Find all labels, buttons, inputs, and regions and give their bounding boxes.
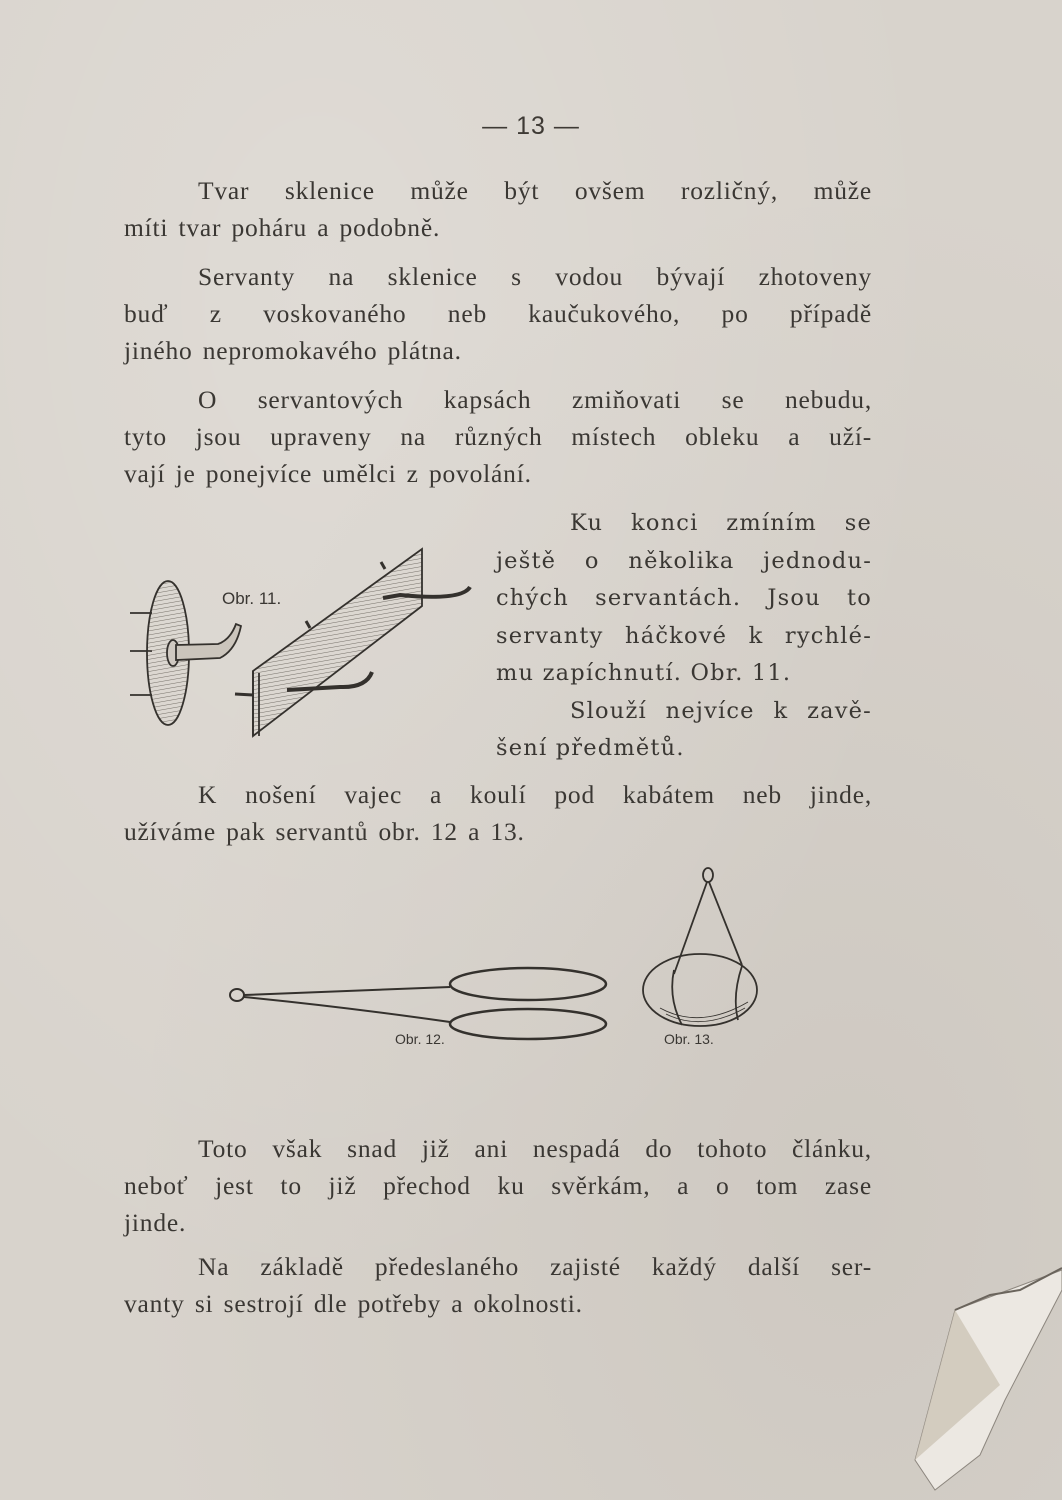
text-line: užíváme pak servantů obr. 12 a 13.	[124, 817, 525, 846]
text-line: Ku konci zmíním se	[570, 510, 872, 536]
text-line: vanty si sestrojí dle potřeby a okolnosti.	[124, 1289, 583, 1318]
paragraph-servante-pockets	[124, 381, 872, 492]
text-line: míti tvar poháru a podobně.	[124, 213, 441, 242]
text-line: Na základě předeslaného zajisté každý další ser-	[198, 1252, 872, 1281]
figure-11-label: Obr. 11.	[222, 589, 282, 608]
text-line: vají je ponejvíce umělci z povolání.	[124, 459, 532, 488]
text-line: neboť jest to již přechod ku svěrkám, a o tom zase	[124, 1171, 872, 1200]
figure-11-hooks	[110, 540, 490, 760]
text-line: tyto jsou upraveny na různých místech obleku a uží-	[124, 422, 872, 451]
figure-13-ball-sling	[630, 862, 770, 1032]
board-hook-drawing	[235, 549, 470, 736]
text-line: chých servantách. Jsou to	[496, 585, 872, 611]
paragraph-eggs-balls	[124, 776, 872, 850]
paragraph-conclusion	[124, 1248, 872, 1322]
text-line: K nošení vajec a koulí pod kabátem neb jinde,	[198, 780, 872, 809]
text-line: šení předmětů.	[496, 735, 685, 761]
text-line: jinde.	[124, 1208, 187, 1237]
page-number: — 13 —	[482, 112, 580, 140]
text-line: ještě o několika jednodu-	[496, 547, 872, 574]
text-line: O servantových kapsách zmiňovati se nebudu,	[198, 385, 872, 414]
text-line: Toto však snad již ani nespadá do tohoto článku,	[198, 1134, 872, 1163]
paragraph-clamps	[124, 1130, 872, 1241]
text-line: mu zapíchnutí. Obr. 11.	[496, 660, 792, 686]
folded-corner	[900, 1250, 1062, 1500]
text-line: Slouží nejvíce k zavě-	[570, 697, 872, 724]
figure-12-label: Obr. 12.	[395, 1031, 445, 1047]
figure-13-label: Obr. 13.	[664, 1031, 714, 1047]
text-line: jiného nepromokavého plátna.	[124, 336, 462, 365]
paragraph-glass-servantes	[124, 258, 872, 369]
text-line: buď z voskovaného neb kaučukového, po případě	[124, 299, 872, 328]
text-line: servanty háčkové k rychlé-	[496, 622, 872, 649]
text-line: Servanty na sklenice s vodou bývají zhotoveny	[198, 262, 872, 291]
paragraph-hook-servantes	[496, 505, 872, 768]
paragraph-glass-shape	[124, 172, 872, 246]
text-line: Tvar sklenice může být ovšem rozličný, může	[198, 176, 872, 205]
